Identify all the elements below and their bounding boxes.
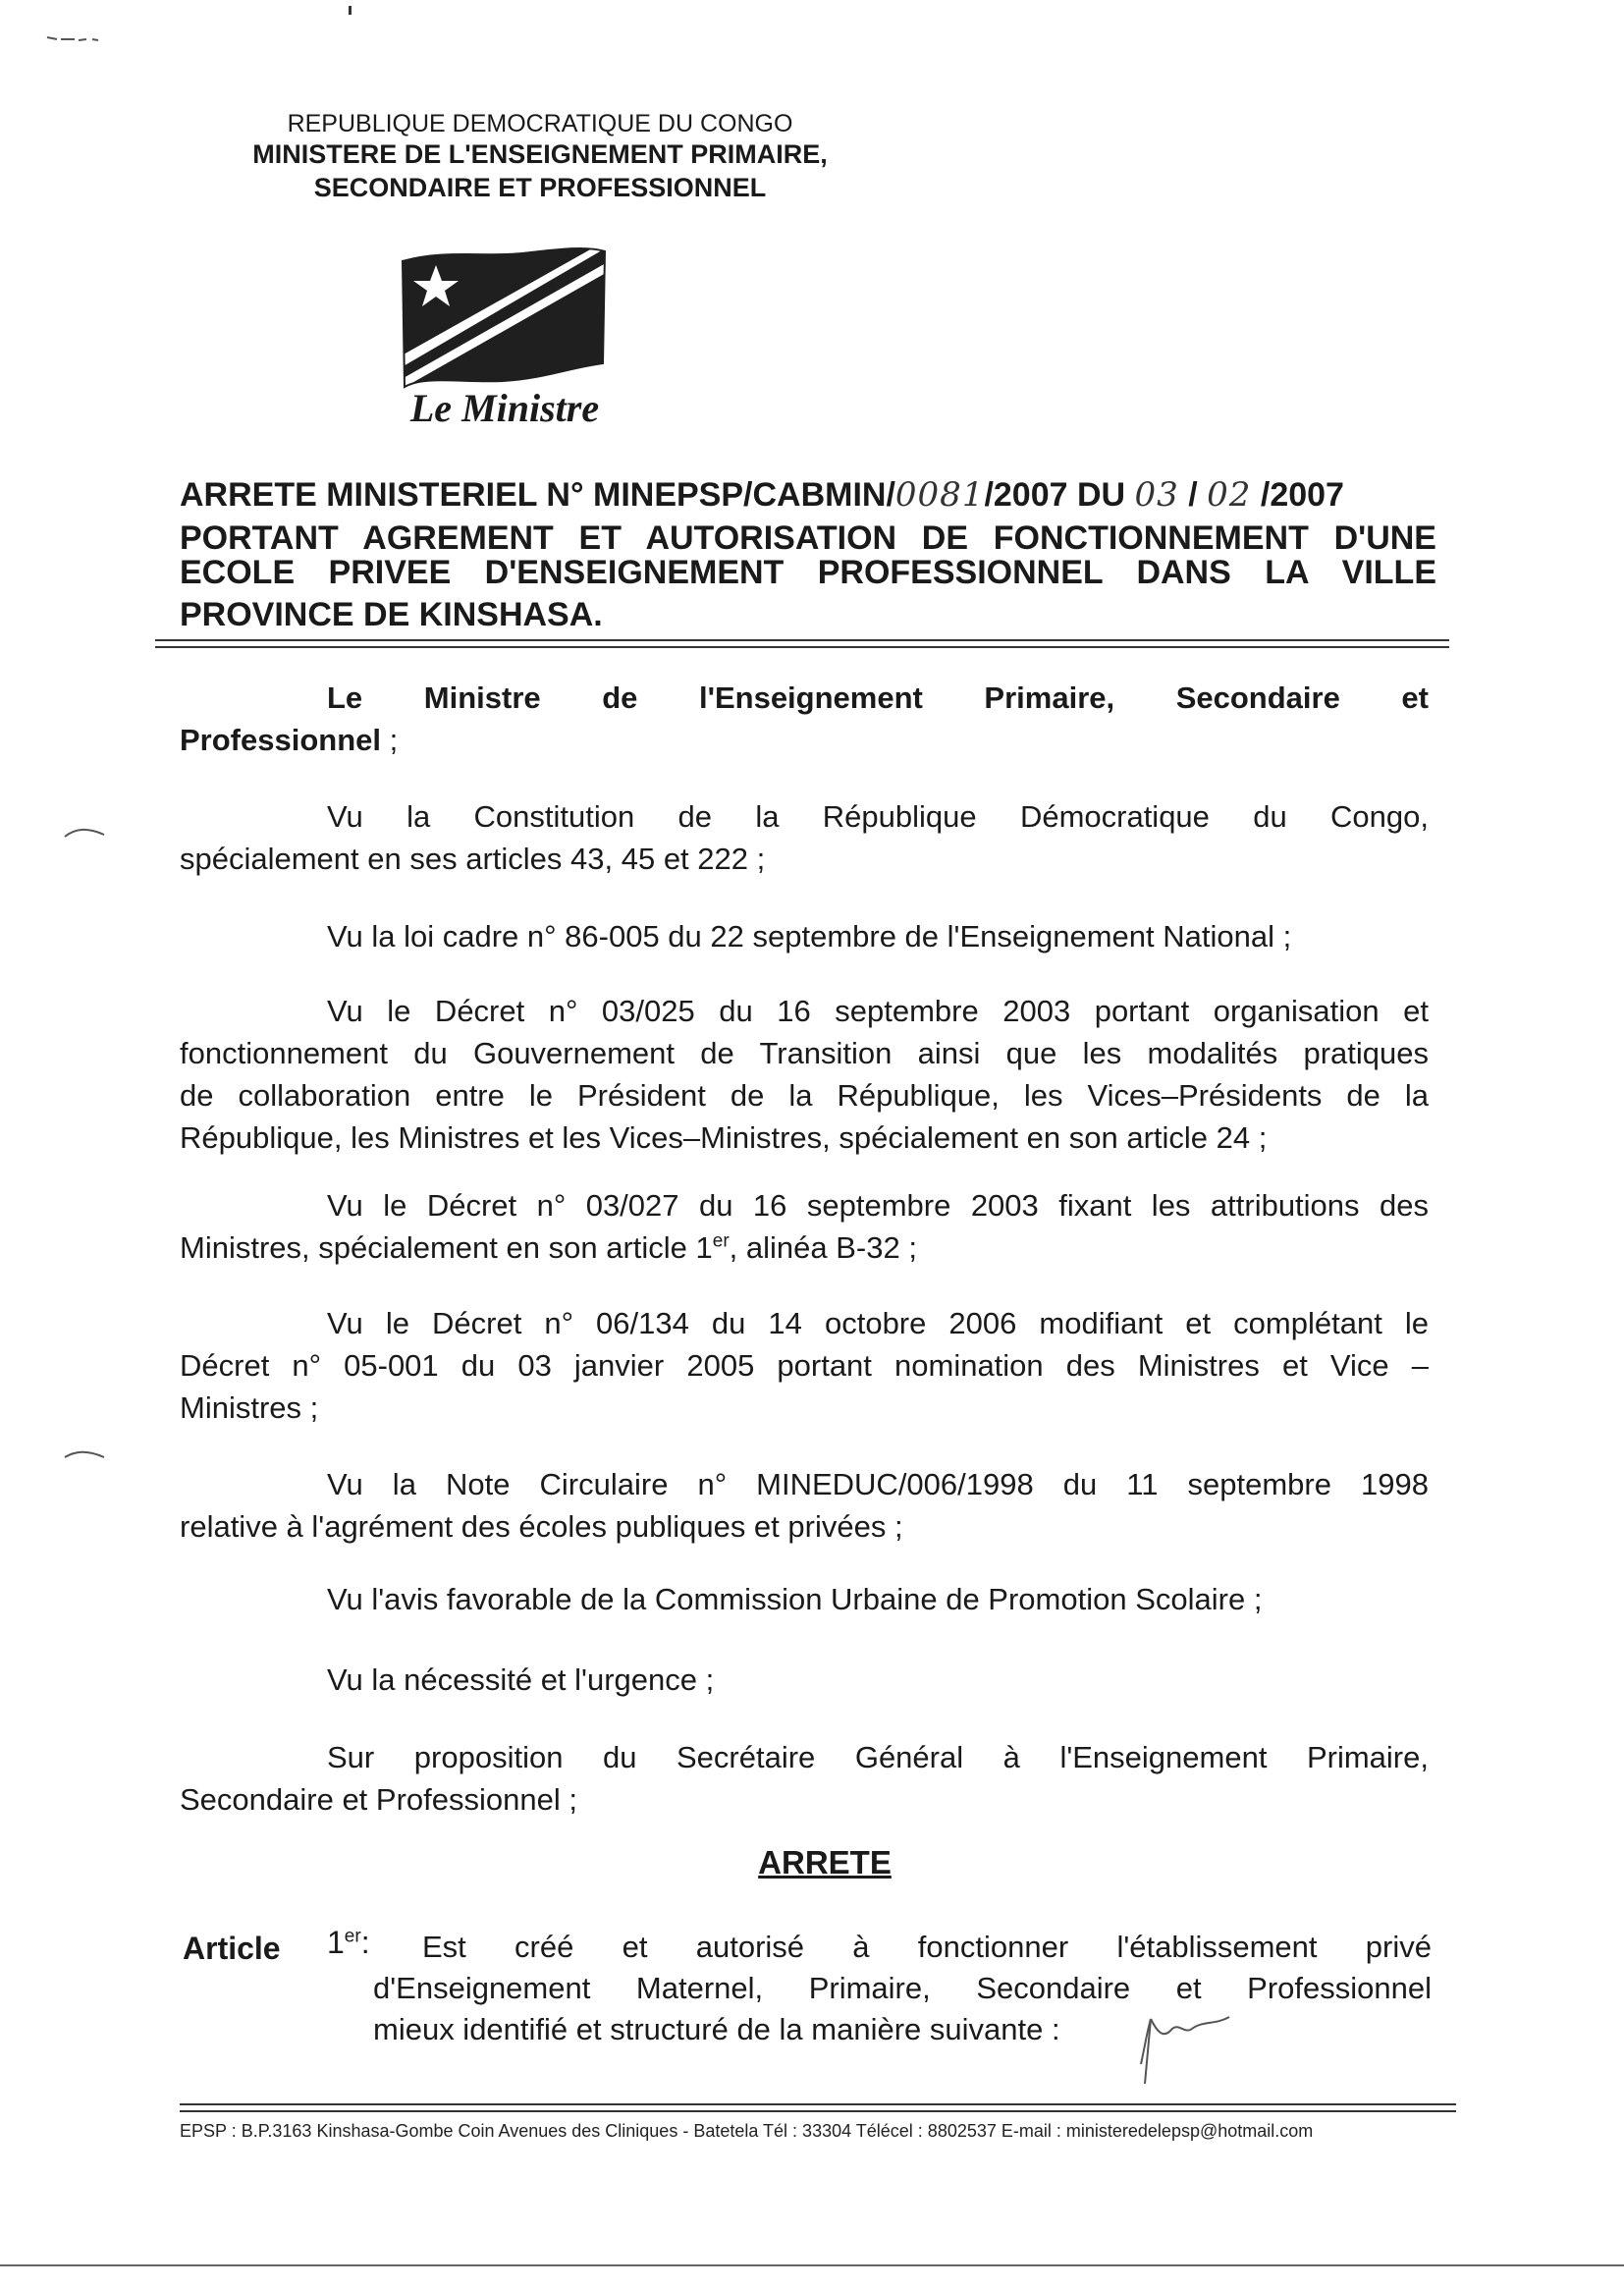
decree-number-prefix: ARRETE MINISTERIEL N° MINEPSP/CABMIN/ [180, 476, 895, 514]
flag-emblem [395, 244, 613, 393]
country-name: REPUBLIQUE DEMOCRATIQUE DU CONGO [287, 110, 793, 137]
preamble-decret-06-134: Vu le Décret n° 06/134 du 14 octobre 2006 modifiant et complétant le Décret n° 05-001 du 03 janvier 2005 portant nomination des Ministres et Vice – Ministres ; [180, 1306, 1429, 1425]
date-separator: / [1178, 476, 1208, 514]
ministry-name-line2: SECONDAIRE ET PROFESSIONNEL [313, 173, 767, 202]
decree-year-suffix: /2007 [1251, 476, 1344, 514]
decree-title-line2: PORTANT AGREMENT ET AUTORISATION DE FONCTIONNEMENT D'UNE [180, 519, 1436, 557]
margin-mark-2 [61, 1445, 110, 1465]
article-number: 1er: [327, 1925, 370, 1960]
decree-title-line4: PROVINCE DE KINSHASA. [180, 596, 603, 633]
preamble-proposition: Sur proposition du Secrétaire Général à l'Enseignement Primaire, Secondaire et Professionnel ; [180, 1740, 1429, 1817]
preamble-decret-03-027: Vu le Décret n° 03/027 du 16 septembre 2003 fixant les attributions des Ministres, spécialement en son article 1er, alinéa B-32 ; [180, 1188, 1429, 1265]
preamble-minister: Le Ministre de l'Enseignement Primaire, Secondaire et Professionnel ; [180, 681, 1429, 757]
margin-mark-1 [61, 823, 110, 843]
handwritten-decree-number: 0081 [894, 475, 985, 515]
footer-address: EPSP : B.P.3163 Kinshasa-Gombe Coin Avenues des Cliniques - Batetela Tél : 33304 Télécel : 8802537 E-mail : ministeredelepsp@hotmail.com [180, 2121, 1314, 2141]
preamble-urgence: Vu la nécessité et l'urgence ; [327, 1662, 715, 1697]
scan-bottom-edge [0, 2264, 1624, 2266]
handwritten-month: 02 [1207, 475, 1252, 515]
decree-date-mid: /2007 DU [984, 476, 1135, 514]
footer-rule-top [180, 2103, 1456, 2105]
title-rule-top [155, 639, 1449, 641]
article-label: Article [183, 1931, 281, 1966]
handwritten-initials [1129, 2003, 1237, 2086]
decree-title-line1 [180, 475, 1436, 515]
decree-title-line3: ECOLE PRIVEE D'ENSEIGNEMENT PROFESSIONNEL DANS LA VILLE [180, 554, 1436, 591]
signatory-heading: Le Ministre [409, 386, 600, 430]
preamble-decret-03-025: Vu le Décret n° 03/025 du 16 septembre 2003 portant organisation et fonctionnement du Gouvernement de Transition ainsi que les modalités pratiques de collaboration entre le Président de la République, les Vices–Présidents de la République, les Ministres et les Vices–Ministres, spécialement en son article 24 ; [180, 994, 1429, 1155]
footer-rule-bottom [180, 2110, 1456, 2112]
preamble-loi-cadre: Vu la loi cadre n° 86-005 du 22 septembre de l'Enseignement National ; [327, 919, 1292, 953]
article-1-body: Est créé et autorisé à fonctionner l'établissement privé d'Enseignement Maternel, Primaire, Secondaire et Professionnel mieux identifié et structuré de la manière suivante : [373, 1930, 1432, 2046]
title-rule-bottom [155, 646, 1449, 648]
preamble-note-circulaire: Vu la Note Circulaire n° MINEDUC/006/1998 du 11 septembre 1998 relative à l'agrément des écoles publiques et privées ; [180, 1467, 1429, 1544]
handwritten-day: 03 [1134, 475, 1179, 515]
scan-dot [346, 4, 355, 18]
scan-marks [39, 10, 196, 69]
preamble-avis-favorable: Vu l'avis favorable de la Commission Urbaine de Promotion Scolaire ; [327, 1582, 1263, 1616]
decision-heading: ARRETE [758, 1844, 892, 1880]
preamble-constitution: Vu la Constitution de la République Démocratique du Congo, spécialement en ses articles 43, 45 et 222 ; [180, 799, 1429, 876]
ministry-name-line1: MINISTERE DE L'ENSEIGNEMENT PRIMAIRE, [252, 139, 828, 169]
